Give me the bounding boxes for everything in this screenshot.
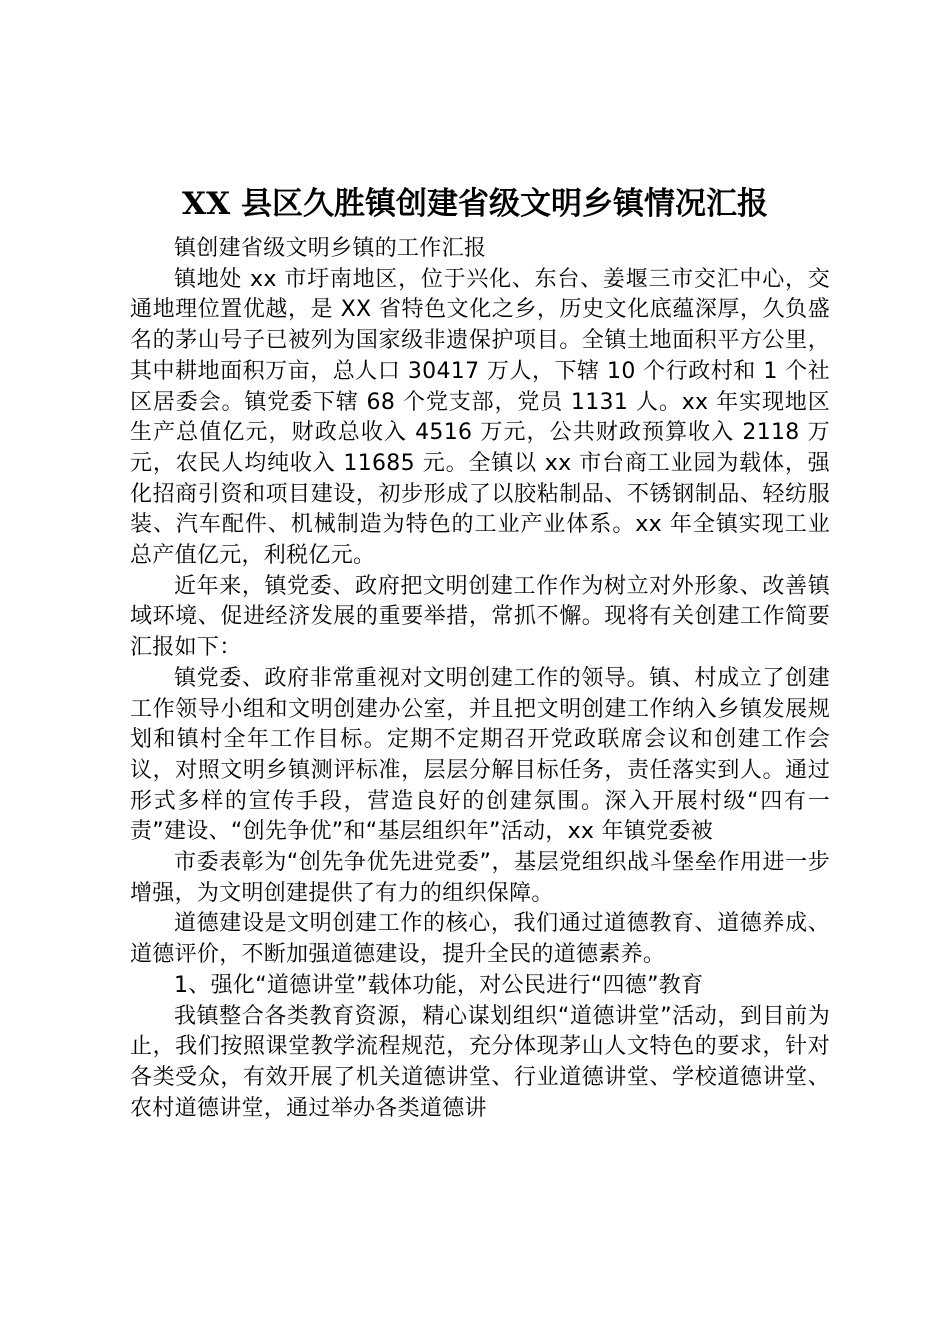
paragraph-introduction: 近年来，镇党委、政府把文明创建工作作为树立对外形象、改善镇域环境、促进经济发展的重要举措，常抓不懈。现将有关创建工作简要汇报如下： bbox=[130, 573, 830, 661]
paragraph-leadership: 镇党委、政府非常重视对文明创建工作的领导。镇、村成立了创建工作领导小组和文明创建办公室，并且把文明创建工作纳入乡镇发展规划和镇村全年工作目标。定期不定期召开党政联席会议和创建工作会议，对照文明乡镇测评标准，层层分解目标任务，责任落实到人。通过形式多样的宣传手段，营造良好的创建氛围。深入开展村级“四有一责”建设、“创先争优”和“基层组织年”活动，xx 年镇党委被 bbox=[130, 665, 830, 845]
paragraph-town-overview: 镇地处 xx 市圩南地区，位于兴化、东台、姜堰三市交汇中心，交通地理位置优越，是 XX 省特色文化之乡，历史文化底蕴深厚，久负盛名的茅山号子已被列为国家级非遗保护项目。全镇土地面积平方公里，其中耕地面积万亩，总人口 30417 万人，下辖 10 个行政村和 1 个社区居委会。镇党委下辖 68 个党支部，党员 1131 人。xx 年实现地区生产总值亿元，财政总收入 4516 万元，公共财政预算收入 2118 万元，农民人均纯收入 11685 元。全镇以 xx 市台商工业园为载体，强化招商引资和项目建设，初步形成了以胶粘制品、不锈钢制品、轻纺服装、汽车配件、机械制造为特色的工业产业体系。xx 年全镇实现工业总产值亿元，利税亿元。 bbox=[130, 266, 830, 569]
paragraph-section-heading-1: 1、强化“道德讲堂”载体功能，对公民进行“四德”教育 bbox=[174, 972, 704, 998]
document-body bbox=[130, 234, 830, 1124]
paragraph-moral-lecture: 我镇整合各类教育资源，精心谋划组织“道德讲堂”活动，到目前为止，我们按照课堂教学流程规范，充分体现茅山人文特色的要求，针对各类受众，有效开展了机关道德讲堂、行业道德讲堂、学校道德讲堂、农村道德讲堂，通过举办各类道德讲 bbox=[130, 1003, 830, 1121]
paragraph-subtitle: 镇创建省级文明乡镇的工作汇报 bbox=[174, 236, 487, 261]
paragraph-commendation: 市委表彰为“创先争优先进党委”，基层党组织战斗堡垒作用进一步增强，为文明创建提供了有力的组织保障。 bbox=[130, 850, 830, 906]
document-title: XX 县区久胜镇创建省级文明乡镇情况汇报 bbox=[182, 186, 768, 222]
paragraph-moral-construction: 道德建设是文明创建工作的核心，我们通过道德教育、道德养成、道德评价，不断加强道德建设，提升全民的道德素养。 bbox=[130, 911, 830, 968]
